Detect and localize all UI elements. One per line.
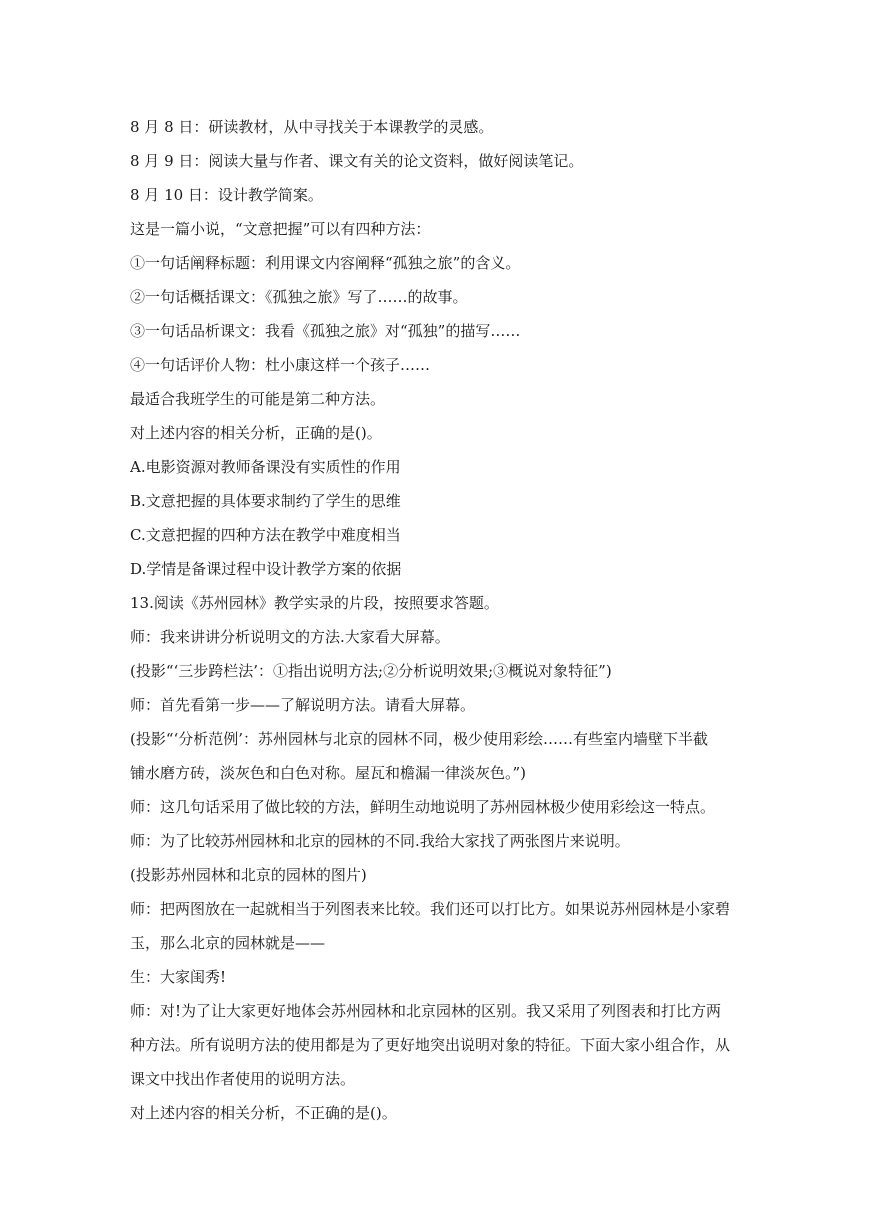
transcript-line: 师：对!为了让大家更好地体会苏州园林和北京园林的区别。我又采用了列图表和打比方两 [130, 1002, 722, 1020]
option-a: A.电影资源对教师备课没有实质性的作用 [130, 458, 401, 476]
transcript-line: (投影“‘三步跨栏法’：①指出说明方法;②分析说明效果;③概说对象特征”) [130, 662, 612, 680]
transcript-line: 师：首先看第一步——了解说明方法。请看大屏幕。 [130, 696, 476, 714]
text-line-methods-intro: 这是一篇小说，“文意把握”可以有四种方法： [130, 220, 431, 238]
text-line-aug9: 8 月 9 日：阅读大量与作者、课文有关的论文资料，做好阅读笔记。 [130, 152, 584, 170]
option-d: D.学情是备课过程中设计教学方案的依据 [130, 560, 402, 578]
transcript-line: (投影“‘分析范例’：苏州园林与北京的园林不同，极少使用彩绘……有些室内墙壁下半截 [130, 730, 709, 748]
question-13-title: 13.阅读《苏州园林》教学实录的片段，按照要求答题。 [130, 594, 499, 612]
option-c: C.文意把握的四种方法在教学中难度相当 [130, 526, 401, 544]
text-line-method-3: ③一句话品析课文：我看《孤独之旅》对“孤独”的描写…… [130, 322, 521, 340]
question-stem: 对上述内容的相关分析，正确的是()。 [130, 424, 382, 442]
transcript-line: 课文中找出作者使用的说明方法。 [130, 1070, 356, 1088]
transcript-line: (投影苏州园林和北京的园林的图片) [130, 866, 367, 884]
option-b: B.文意把握的具体要求制约了学生的思维 [130, 492, 401, 510]
transcript-line: 师：我来讲讲分析说明文的方法.大家看大屏幕。 [130, 628, 450, 646]
transcript-line: 师：为了比较苏州园林和北京的园林的不同.我给大家找了两张图片来说明。 [130, 832, 630, 850]
text-line-aug8: 8 月 8 日：研读教材，从中寻找关于本课教学的灵感。 [130, 118, 494, 136]
transcript-line: 师：把两图放在一起就相当于列图表来比较。我们还可以打比方。如果说苏州园林是小家碧 [130, 900, 731, 918]
transcript-line: 铺水磨方砖，淡灰色和白色对称。屋瓦和檐漏一律淡灰色。”) [130, 764, 527, 782]
transcript-line: 生：大家闺秀! [130, 968, 227, 986]
transcript-line: 种方法。所有说明方法的使用都是为了更好地突出说明对象的特征。下面大家小组合作，从 [130, 1036, 731, 1054]
text-line-method-2: ②一句话概括课文：《孤独之旅》写了……的故事。 [130, 288, 468, 306]
transcript-line: 师：这几句话采用了做比较的方法，鲜明生动地说明了苏州园林极少使用彩绘这一特点。 [130, 798, 716, 816]
text-line-method-1: ①一句话阐释标题：利用课文内容阐释“孤独之旅”的含义。 [130, 254, 521, 272]
text-line-conclusion: 最适合我班学生的可能是第二种方法。 [130, 390, 386, 408]
transcript-line: 玉，那么北京的园林就是—— [130, 934, 326, 952]
text-line-method-4: ④一句话评价人物：杜小康这样一个孩子…… [130, 356, 431, 374]
question-stem: 对上述内容的相关分析，不正确的是()。 [130, 1104, 397, 1122]
text-line-aug10: 8 月 10 日：设计教学简案。 [130, 186, 323, 204]
